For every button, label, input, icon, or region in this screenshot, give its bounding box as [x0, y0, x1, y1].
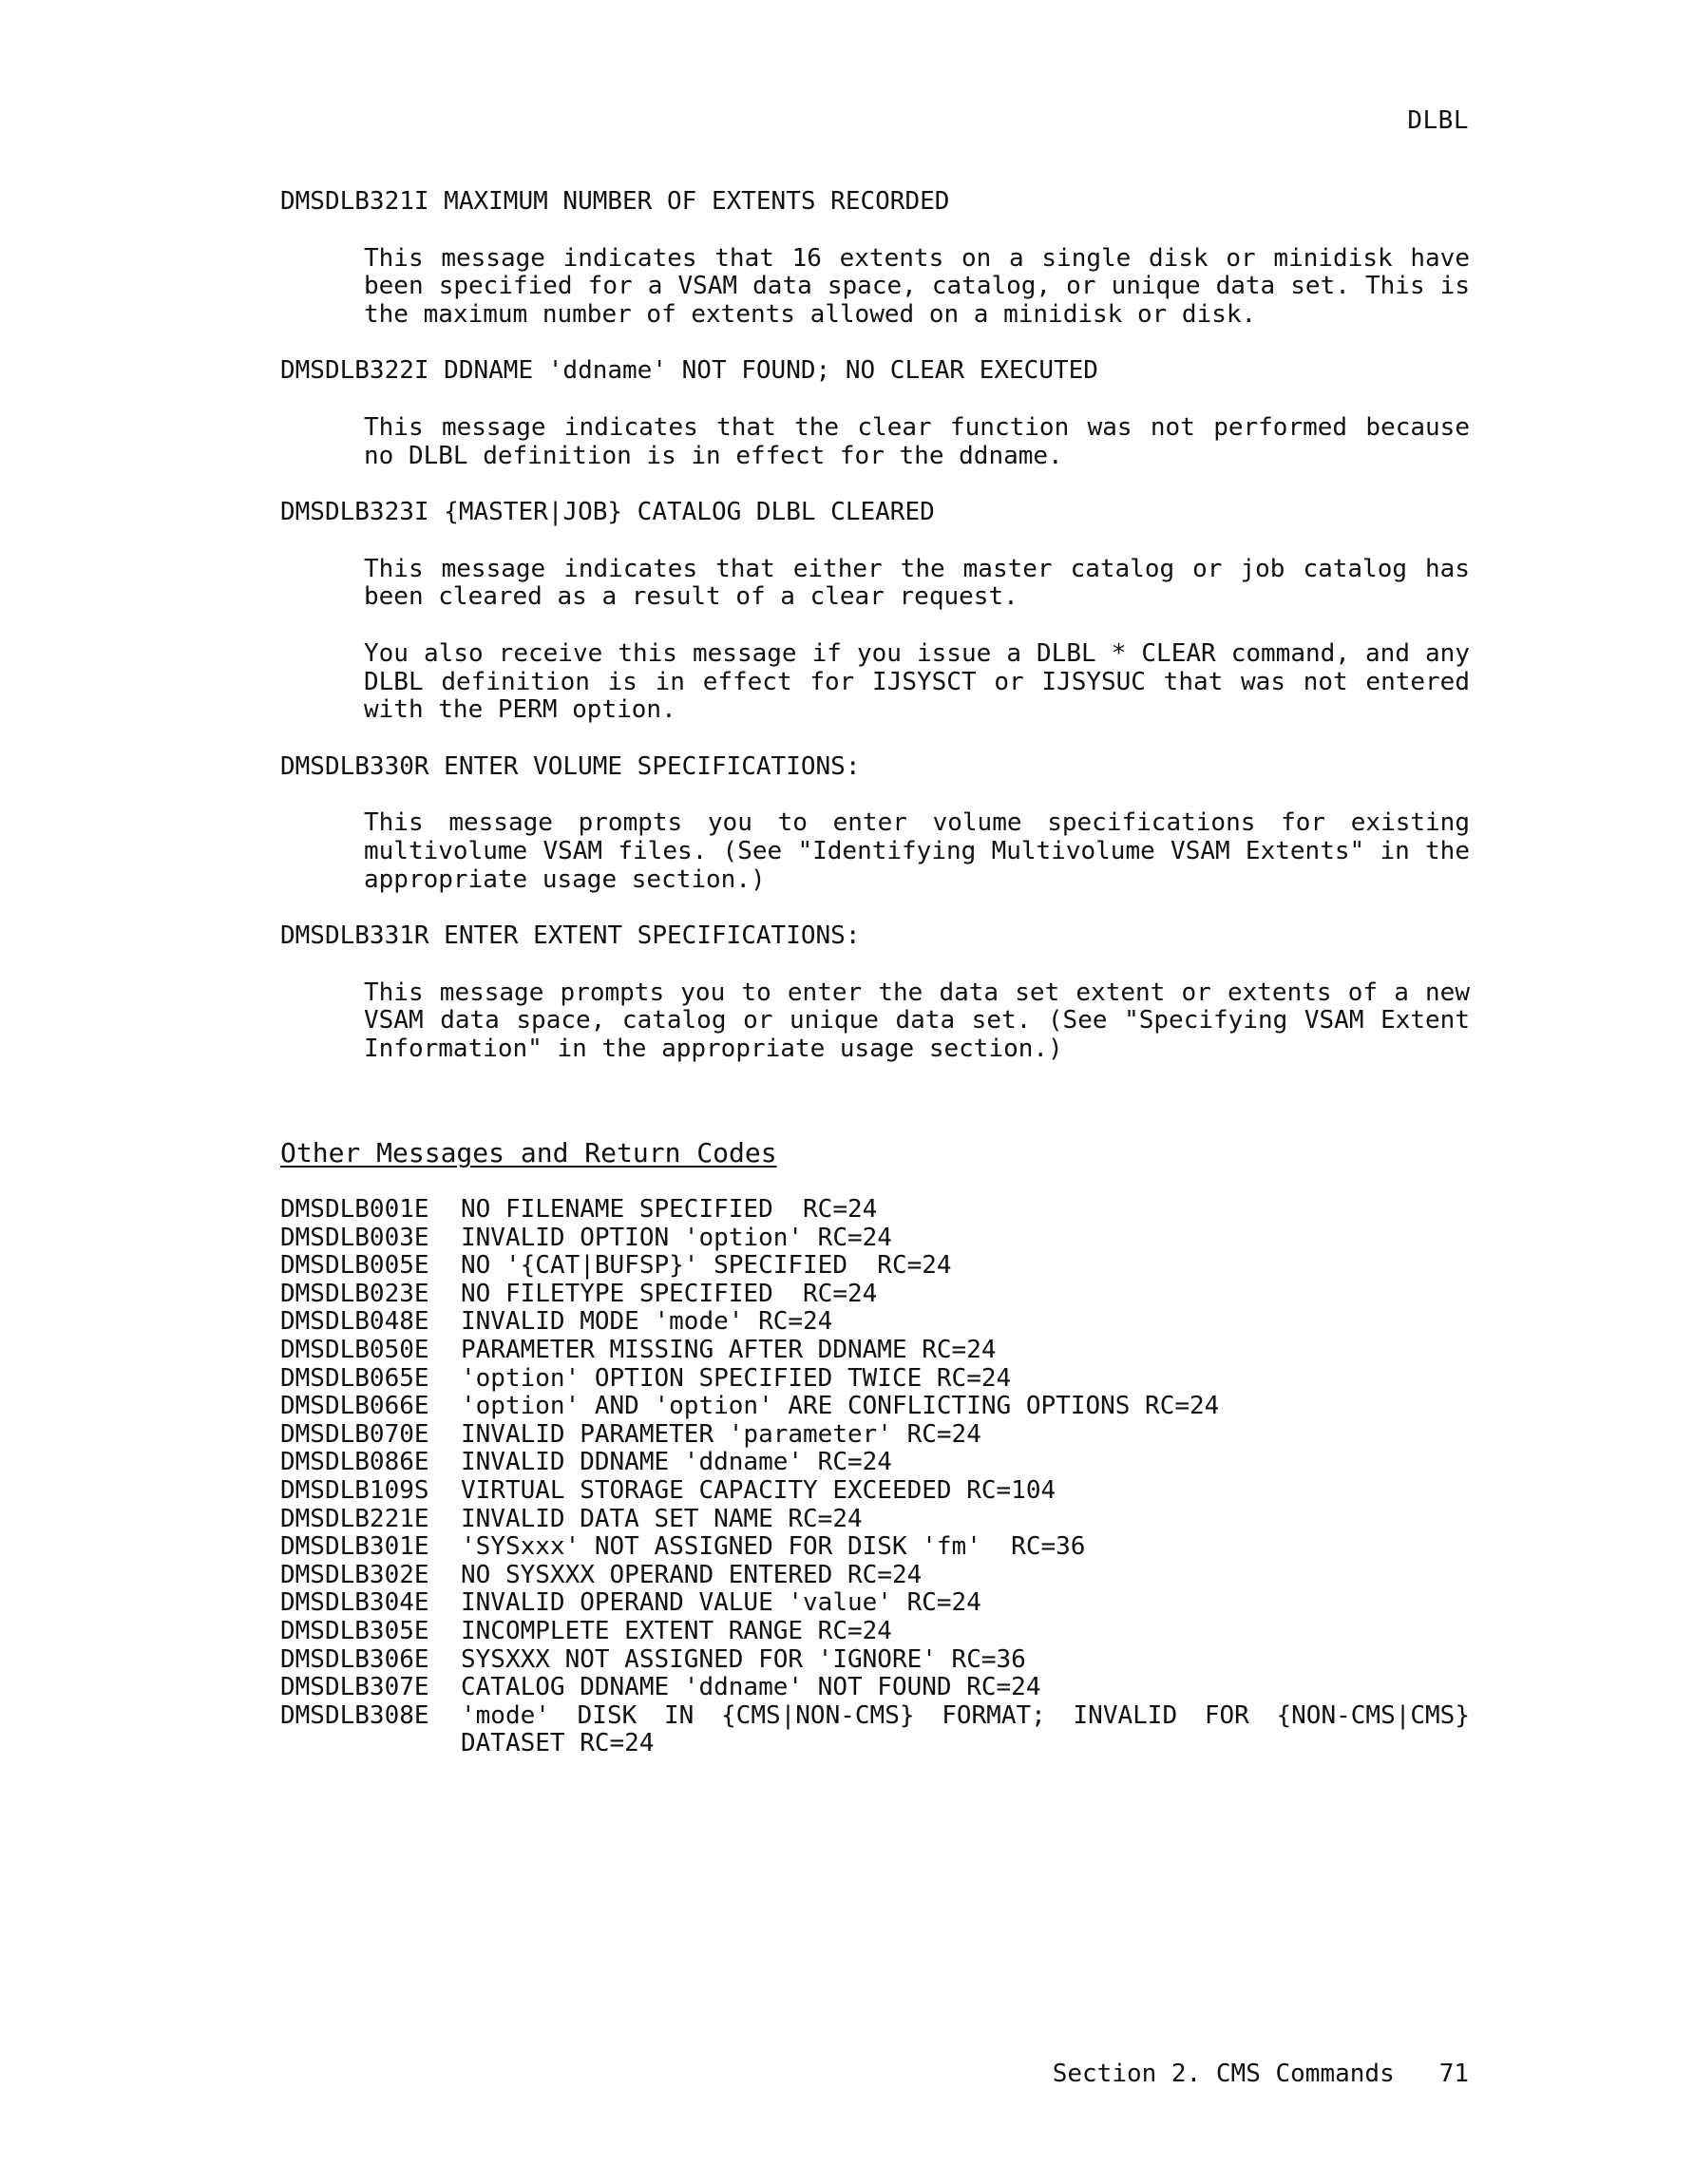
message-text: SYSXXX NOT ASSIGNED FOR 'IGNORE' RC=36	[461, 1644, 1026, 1674]
message-id: DMSDLB066E	[280, 1392, 429, 1421]
message-id: DMSDLB305E	[280, 1616, 429, 1645]
code-row	[280, 1702, 1470, 1758]
message-entry	[280, 922, 1470, 1063]
message-entry	[280, 357, 1470, 470]
message-id: DMSDLB306E	[280, 1644, 429, 1674]
code-row	[280, 1281, 1470, 1309]
message-description: This message indicates that the clear function was not performed because no DLBL definition is in effect for the ddname.	[364, 412, 1470, 470]
code-row	[280, 1618, 1470, 1646]
running-head: DLBL	[1407, 106, 1469, 135]
message-id: DMSDLB050E	[280, 1336, 429, 1365]
message-id: DMSDLB001E	[280, 1195, 429, 1225]
message-text: INVALID PARAMETER 'parameter' RC=24	[461, 1419, 981, 1449]
message-id: DMSDLB109S	[280, 1476, 429, 1505]
code-row	[280, 1449, 1470, 1477]
code-row	[280, 1477, 1470, 1506]
message-text: INVALID DDNAME 'ddname' RC=24	[461, 1448, 892, 1477]
message-text: 'mode' DISK IN {CMS|NON-CMS} FORMAT; INVALID FOR {NON-CMS|CMS} DATASET RC=24	[461, 1700, 1470, 1758]
code-row	[280, 1252, 1470, 1281]
message-id: DMSDLB023E	[280, 1279, 429, 1308]
message-id: DMSDLB301E	[280, 1532, 429, 1562]
message-text: 'SYSxxx' NOT ASSIGNED FOR DISK 'fm' RC=36	[461, 1532, 1086, 1562]
message-id: DMSDLB308E	[280, 1700, 429, 1730]
message-heading: DMSDLB331R ENTER EXTENT SPECIFICATIONS:	[280, 921, 861, 951]
message-text: INCOMPLETE EXTENT RANGE RC=24	[461, 1616, 892, 1645]
message-id: DMSDLB086E	[280, 1448, 429, 1477]
message-id: DMSDLB070E	[280, 1419, 429, 1449]
message-text: INVALID MODE 'mode' RC=24	[461, 1307, 833, 1337]
code-row	[280, 1506, 1470, 1534]
message-text: 'option' OPTION SPECIFIED TWICE RC=24	[461, 1363, 1012, 1393]
message-text: INVALID OPERAND VALUE 'value' RC=24	[461, 1588, 981, 1618]
message-id: DMSDLB005E	[280, 1251, 429, 1281]
message-text: INVALID OPTION 'option' RC=24	[461, 1223, 892, 1252]
message-entry	[280, 499, 1470, 725]
message-text: NO FILETYPE SPECIFIED RC=24	[461, 1279, 878, 1308]
code-row	[280, 1533, 1470, 1562]
code-row	[280, 1337, 1470, 1365]
message-id: DMSDLB304E	[280, 1588, 429, 1618]
message-id: DMSDLB065E	[280, 1363, 429, 1393]
code-row	[280, 1365, 1470, 1394]
page-body	[280, 188, 1470, 1758]
message-heading: DMSDLB330R ENTER VOLUME SPECIFICATIONS:	[280, 751, 861, 781]
section-heading: Other Messages and Return Codes	[280, 1137, 777, 1169]
message-id: DMSDLB048E	[280, 1307, 429, 1337]
code-row	[280, 1562, 1470, 1590]
code-row	[280, 1393, 1470, 1421]
message-text: NO SYSXXX OPERAND ENTERED RC=24	[461, 1560, 923, 1589]
code-row	[280, 1421, 1470, 1450]
page-footer: Section 2. CMS Commands 71	[1052, 2060, 1469, 2088]
message-description: This message indicates that 16 extents on a single disk or minidisk have been specified for a VSAM data space, catalog, or unique data set. This is the maximum number of extents allowed on a minidisk or disk.	[364, 243, 1470, 329]
message-entry	[280, 188, 1470, 329]
message-text: CATALOG DDNAME 'ddname' NOT FOUND RC=24	[461, 1673, 1041, 1702]
message-description: This message prompts you to enter volume specifications for existing multivolume VSAM files. (See "Identifying Multivolume VSAM Extents" in the appropriate usage section.)	[364, 808, 1470, 894]
message-id: DMSDLB003E	[280, 1223, 429, 1252]
code-row	[280, 1674, 1470, 1702]
message-heading: DMSDLB321I MAXIMUM NUMBER OF EXTENTS RECORDED	[280, 187, 950, 216]
message-heading: DMSDLB322I DDNAME 'ddname' NOT FOUND; NO CLEAR EXECUTED	[280, 356, 1098, 386]
return-code-list	[280, 1196, 1470, 1758]
message-id: DMSDLB221E	[280, 1504, 429, 1533]
message-text: VIRTUAL STORAGE CAPACITY EXCEEDED RC=104	[461, 1476, 1056, 1505]
message-id: DMSDLB302E	[280, 1560, 429, 1589]
message-description: This message prompts you to enter the data set extent or extents of a new VSAM data space, catalog or unique data set. (See "Specifying VSAM Extent Information" in the appropriate usage section.)	[364, 978, 1470, 1063]
message-text: NO FILENAME SPECIFIED RC=24	[461, 1195, 878, 1225]
message-text: INVALID DATA SET NAME RC=24	[461, 1504, 863, 1533]
message-id: DMSDLB307E	[280, 1673, 429, 1702]
message-description: This message indicates that either the master catalog or job catalog has been cleared as a result of a clear request.	[364, 554, 1470, 612]
code-row	[280, 1589, 1470, 1618]
code-row	[280, 1308, 1470, 1337]
message-entry	[280, 753, 1470, 894]
code-row	[280, 1225, 1470, 1253]
message-text: PARAMETER MISSING AFTER DDNAME RC=24	[461, 1336, 997, 1365]
message-description: You also receive this message if you issue a DLBL * CLEAR command, and any DLBL definition is in effect for IJSYSCT or IJSYSUC that was not entered with the PERM option.	[364, 638, 1470, 725]
code-row	[280, 1196, 1470, 1225]
message-text: 'option' AND 'option' ARE CONFLICTING OPTIONS RC=24	[461, 1392, 1220, 1421]
message-heading: DMSDLB323I {MASTER|JOB} CATALOG DLBL CLEARED	[280, 498, 935, 527]
message-text: NO '{CAT|BUFSP}' SPECIFIED RC=24	[461, 1251, 952, 1281]
code-row	[280, 1646, 1470, 1675]
